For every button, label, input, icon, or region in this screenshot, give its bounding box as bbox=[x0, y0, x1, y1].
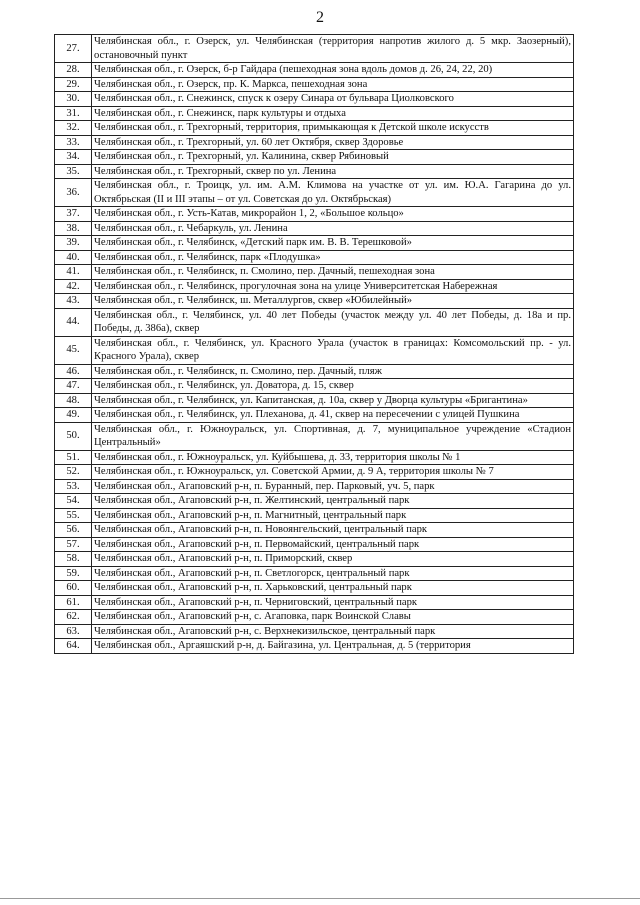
row-number: 31. bbox=[55, 106, 92, 121]
row-location-text: Челябинская обл., Агаповский р-н, п. Черниговский, центральный парк bbox=[92, 595, 574, 610]
table-row bbox=[55, 336, 574, 364]
row-number: 63. bbox=[55, 624, 92, 639]
row-location-text: Челябинская обл., Аргаяшский р-н, д. Байгазина, ул. Центральная, д. 5 (территория bbox=[92, 639, 574, 654]
table-row bbox=[55, 294, 574, 309]
row-location-text: Челябинская обл., г. Трехгорный, ул. 60 лет Октября, сквер Здоровье bbox=[92, 135, 574, 150]
row-number: 33. bbox=[55, 135, 92, 150]
row-location-text: Челябинская обл., г. Челябинск, п. Смолино, пер. Дачный, пешеходная зона bbox=[92, 265, 574, 280]
row-number: 41. bbox=[55, 265, 92, 280]
row-number: 49. bbox=[55, 408, 92, 423]
table-row bbox=[55, 164, 574, 179]
row-number: 35. bbox=[55, 164, 92, 179]
row-location-text: Челябинская обл., г. Челябинск, ул. Красного Урала (участок в границах: Комсомольский пр. - ул. Красного Урала), сквер bbox=[92, 336, 574, 364]
table-row bbox=[55, 379, 574, 394]
table-row bbox=[55, 77, 574, 92]
row-location-text: Челябинская обл., Агаповский р-н, п. Магнитный, центральный парк bbox=[92, 508, 574, 523]
table-row bbox=[55, 450, 574, 465]
row-number: 61. bbox=[55, 595, 92, 610]
row-location-text: Челябинская обл., г. Озерск, б-р Гайдара (пешеходная зона вдоль домов д. 26, 24, 22, 20) bbox=[92, 63, 574, 78]
row-number: 27. bbox=[55, 35, 92, 63]
table-row bbox=[55, 566, 574, 581]
row-location-text: Челябинская обл., Агаповский р-н, п. Буранный, пер. Парковый, уч. 5, парк bbox=[92, 479, 574, 494]
row-location-text: Челябинская обл., Агаповский р-н, п. Светлогорск, центральный парк bbox=[92, 566, 574, 581]
row-location-text: Челябинская обл., Агаповский р-н, п. Новоянгельский, центральный парк bbox=[92, 523, 574, 538]
row-location-text: Челябинская обл., г. Южноуральск, ул. Куйбышева, д. 33, территория школы № 1 bbox=[92, 450, 574, 465]
table-row bbox=[55, 179, 574, 207]
row-location-text: Челябинская обл., г. Челябинск, ул. Доватора, д. 15, сквер bbox=[92, 379, 574, 394]
table-row bbox=[55, 92, 574, 107]
page-number: 2 bbox=[316, 9, 324, 26]
row-number: 44. bbox=[55, 308, 92, 336]
table-row bbox=[55, 465, 574, 480]
row-location-text: Челябинская обл., г. Трехгорный, территория, примыкающая к Детской школе искусств bbox=[92, 121, 574, 136]
row-number: 55. bbox=[55, 508, 92, 523]
page-bottom-rule bbox=[0, 898, 640, 899]
row-location-text: Челябинская обл., г. Озерск, пр. К. Маркса, пешеходная зона bbox=[92, 77, 574, 92]
row-number: 50. bbox=[55, 422, 92, 450]
table-row bbox=[55, 121, 574, 136]
row-number: 59. bbox=[55, 566, 92, 581]
table-row bbox=[55, 221, 574, 236]
row-number: 28. bbox=[55, 63, 92, 78]
table-row bbox=[55, 494, 574, 509]
row-location-text: Челябинская обл., г. Челябинск, ул. Плеханова, д. 41, сквер на пересечении с улицей Пушкина bbox=[92, 408, 574, 423]
row-number: 56. bbox=[55, 523, 92, 538]
row-number: 52. bbox=[55, 465, 92, 480]
table-row bbox=[55, 581, 574, 596]
row-number: 45. bbox=[55, 336, 92, 364]
table-row bbox=[55, 610, 574, 625]
row-location-text: Челябинская обл., Агаповский р-н, с. Агаповка, парк Воинской Славы bbox=[92, 610, 574, 625]
table-row bbox=[55, 422, 574, 450]
row-number: 32. bbox=[55, 121, 92, 136]
row-number: 54. bbox=[55, 494, 92, 509]
row-location-text: Челябинская обл., г. Челябинск, прогулочная зона на улице Университетская Набережная bbox=[92, 279, 574, 294]
row-number: 43. bbox=[55, 294, 92, 309]
row-number: 40. bbox=[55, 250, 92, 265]
row-number: 39. bbox=[55, 236, 92, 251]
table-row bbox=[55, 250, 574, 265]
row-number: 42. bbox=[55, 279, 92, 294]
table-row bbox=[55, 63, 574, 78]
table-row bbox=[55, 523, 574, 538]
table-row bbox=[55, 35, 574, 63]
table-row bbox=[55, 393, 574, 408]
row-number: 38. bbox=[55, 221, 92, 236]
row-number: 29. bbox=[55, 77, 92, 92]
row-number: 64. bbox=[55, 639, 92, 654]
row-number: 51. bbox=[55, 450, 92, 465]
row-location-text: Челябинская обл., г. Челябинск, ул. Капитанская, д. 10а, сквер у Дворца культуры «Бригантина» bbox=[92, 393, 574, 408]
row-location-text: Челябинская обл., Агаповский р-н, п. Первомайский, центральный парк bbox=[92, 537, 574, 552]
row-location-text: Челябинская обл., г. Троицк, ул. им. А.М. Климова на участке от ул. им. Ю.А. Гагарина до ул. Октябрьская (II и III этапы – от ул. Советская до ул. Октябрьская) bbox=[92, 179, 574, 207]
row-location-text: Челябинская обл., г. Челябинск, ш. Металлургов, сквер «Юбилейный» bbox=[92, 294, 574, 309]
table-row bbox=[55, 624, 574, 639]
table-row bbox=[55, 479, 574, 494]
table-row bbox=[55, 265, 574, 280]
row-number: 57. bbox=[55, 537, 92, 552]
table-row bbox=[55, 508, 574, 523]
row-location-text: Челябинская обл., г. Челябинск, ул. 40 лет Победы (участок между ул. 40 лет Победы, д. 18а и пр. Победы, д. 386а), сквер bbox=[92, 308, 574, 336]
table-row bbox=[55, 135, 574, 150]
row-number: 34. bbox=[55, 150, 92, 165]
table-row bbox=[55, 364, 574, 379]
table-row bbox=[55, 537, 574, 552]
row-number: 36. bbox=[55, 179, 92, 207]
row-location-text: Челябинская обл., г. Снежинск, парк культуры и отдыха bbox=[92, 106, 574, 121]
row-location-text: Челябинская обл., Агаповский р-н, с. Верхнекизильское, центральный парк bbox=[92, 624, 574, 639]
row-location-text: Челябинская обл., г. Челябинск, «Детский парк им. В. В. Терешковой» bbox=[92, 236, 574, 251]
row-location-text: Челябинская обл., г. Озерск, ул. Челябинская (территория напротив жилого д. 5 мкр. Заозерный), остановочный пункт bbox=[92, 35, 574, 63]
row-location-text: Челябинская обл., Агаповский р-н, п. Харьковский, центральный парк bbox=[92, 581, 574, 596]
table-row bbox=[55, 207, 574, 222]
table-row bbox=[55, 595, 574, 610]
row-location-text: Челябинская обл., г. Челябинск, п. Смолино, пер. Дачный, пляж bbox=[92, 364, 574, 379]
row-number: 30. bbox=[55, 92, 92, 107]
row-location-text: Челябинская обл., г. Южноуральск, ул. Советской Армии, д. 9 А, территория школы № 7 bbox=[92, 465, 574, 480]
row-number: 47. bbox=[55, 379, 92, 394]
row-location-text: Челябинская обл., г. Снежинск, спуск к озеру Синара от бульвара Циолковского bbox=[92, 92, 574, 107]
row-number: 62. bbox=[55, 610, 92, 625]
row-location-text: Челябинская обл., г. Усть-Катав, микрорайон 1, 2, «Большое кольцо» bbox=[92, 207, 574, 222]
row-number: 60. bbox=[55, 581, 92, 596]
table-row bbox=[55, 150, 574, 165]
table-row bbox=[55, 552, 574, 567]
table-row bbox=[55, 408, 574, 423]
row-number: 48. bbox=[55, 393, 92, 408]
row-location-text: Челябинская обл., г. Чебаркуль, ул. Ленина bbox=[92, 221, 574, 236]
locations-table bbox=[54, 34, 574, 654]
row-number: 37. bbox=[55, 207, 92, 222]
row-location-text: Челябинская обл., г. Трехгорный, ул. Калинина, сквер Рябиновый bbox=[92, 150, 574, 165]
row-number: 53. bbox=[55, 479, 92, 494]
table-row bbox=[55, 308, 574, 336]
table-row bbox=[55, 236, 574, 251]
table-row bbox=[55, 279, 574, 294]
row-location-text: Челябинская обл., г. Челябинск, парк «Плодушка» bbox=[92, 250, 574, 265]
row-location-text: Челябинская обл., Агаповский р-н, п. Желтинский, центральный парк bbox=[92, 494, 574, 509]
table-row bbox=[55, 106, 574, 121]
locations-table-body bbox=[55, 35, 574, 654]
row-location-text: Челябинская обл., Агаповский р-н, п. Приморский, сквер bbox=[92, 552, 574, 567]
row-location-text: Челябинская обл., г. Трехгорный, сквер по ул. Ленина bbox=[92, 164, 574, 179]
row-location-text: Челябинская обл., г. Южноуральск, ул. Спортивная, д. 7, муниципальное учреждение «Стадион Центральный» bbox=[92, 422, 574, 450]
row-number: 46. bbox=[55, 364, 92, 379]
table-row bbox=[55, 639, 574, 654]
row-number: 58. bbox=[55, 552, 92, 567]
